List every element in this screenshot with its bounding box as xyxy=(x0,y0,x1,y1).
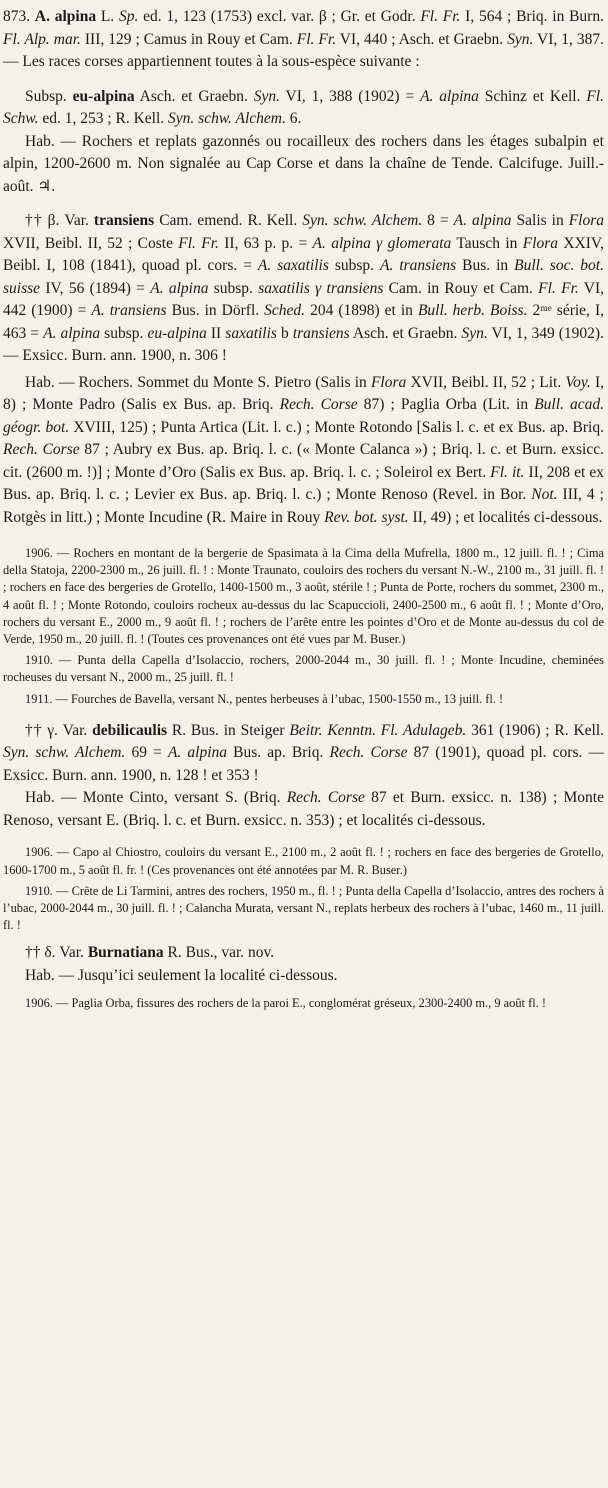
italic-citation: Beitr. Kenntn. Fl. Adulageb. xyxy=(289,721,467,739)
italic-citation: A. alpina γ glomerata xyxy=(312,234,452,252)
text-paragraph: Hab. — Jusqu’ici seulement la localité ci-dessous. xyxy=(25,966,338,984)
italic-citation: Bull. herb. Boiss. xyxy=(417,302,528,319)
italic-citation: A. alpina xyxy=(167,744,228,762)
italic-citation: Voy. xyxy=(565,373,591,391)
text-paragraph: 1910. — Crête de Li Tarmini, antres des rochers, 1950 m., fl. ! ; Punta della Capella d’Isolaccio, antres des rochers à l’ubac, 2000-2044 m., 30 juill. fl. ! ; Calancha Murata, versant N., replats herbeux des rochers à l’ubac, 1460 m., 11 juill. fl. ! xyxy=(3,883,604,933)
italic-citation: Flora xyxy=(568,212,604,229)
taxon-name: eu-alpina xyxy=(72,87,135,105)
text-paragraph: Hab. — Rochers. Sommet du Monte S. Pietro (Salis in Flora XVII, Beibl. II, 52 ; Lit. Voy. I, 8) ; Monte Padro (Salis ex Bus. ap. Briq. Rech. Corse 87) ; Paglia Orba (Lit. in Bull. acad. géogr. bot. XVIII, 125) ; Punta Artica (Lit. l. c.) ; Monte Rotondo [Salis l. c. et ex Bus. ap. Briq. Rech. Corse 87 ; Aubry ex Bus. ap. Briq. l. c. (« Monte Calanca ») ; Briq. l. c. et Burn. exsicc. cit. (2600 m. !)] ; Monte d’Oro (Salis ex Bus. ap. Briq. l. c. ; Soleirol ex Bert. Fl. it. II, 208 et ex Bus. ap. Briq. l. c. ; Levier ex Bus. ap. Briq. l. c.) ; Monte Renoso (Revel. in Bor. Not. III, 4 ; Rotgès in litt.) ; Monte Incudine (R. Maire in Rouy Rev. bot. syst. II, 49) ; et localités ci-dessous. xyxy=(3,373,605,526)
italic-citation: Rech. Corse xyxy=(3,441,80,458)
italic-citation: Rech. Corse xyxy=(329,744,408,762)
text-paragraph: †† β. Var. transiens Cam. emend. R. Kell. Syn. schw. Alchem. 8 = A. alpina Salis in Flora XVII, Beibl. II, 52 ; Coste Fl. Fr. II, 63 p. p. = A. alpina γ glomerata Tausch in Flora XXIV, Beibl. I, 108 (1841), quoad pl. cors. = A. saxatilis subsp. A. transiens Bus. in Bull. soc. bot. suisse IV, 56 (1894) = A. alpina subsp. saxatilis γ transiens Cam. in Rouy et Cam. Fl. Fr. VI, 442 (1900) = A. transiens Bus. in Dörfl. Sched. 204 (1898) et in Bull. herb. Boiss. 2ᵐᵉ série, I, 463 = A. alpina subsp. eu-alpina II saxatilis b transiens Asch. et Graebn. Syn. VI, 1, 349 (1902). — Exsicc. Burn. ann. 1900, n. 306 ! xyxy=(3,212,604,364)
italic-citation: Syn. xyxy=(461,324,488,342)
italic-citation: Fl. Schw. xyxy=(3,87,604,127)
italic-citation: Syn. schw. Alchem. xyxy=(168,110,286,127)
italic-citation: transiens xyxy=(292,324,350,342)
italic-citation: Sp. xyxy=(118,8,139,25)
italic-citation: A. saxatilis xyxy=(257,257,329,274)
text-paragraph: 1906. — Rochers en montant de la bergerie de Spasimata à la Cima della Mufrella, 1800 m., 12 juill. fl. ! ; Cima della Statoja, 2200-2300 m., 26 juill. fl. ! : Monte Traunato, couloirs des rochers du versant N.-W., 2100 m., 31 juill. fl. ! ; rochers en face des bergeries de Grotello, 1400-1500 m., 3 août, stérile ! ; Punta de Porte, rochers du sommet, 2300 m., 4 août fl. ! ; Monte Rotondo, couloirs rocheux au-dessus du lac Scapuccioli, 2400-2500 m., 6 août fl. ! ; Monte d’Oro, rochers du versant E., 2000 m., 9 août fl. ! ; rochers de l’arête entre les pointes d’Oro et de Monte au-dessus du col de Verde, 1950 m., 20 juill. fl. ! (Toutes ces provenances ont été vues par M. Buser.) xyxy=(3,546,604,647)
italic-citation: saxatilis xyxy=(225,324,277,342)
italic-citation: eu-alpina xyxy=(147,324,207,342)
italic-citation: Rech. Corse xyxy=(286,789,365,807)
text-paragraph: 1906. — Capo al Chiostro, couloirs du versant E., 2100 m., 2 août fl. ! ; rochers en face des bergeries de Grotello, 1600-1700 m., 5 août fl. fr. ! (Ces provenances ont été annotées par M. R. Buser.) xyxy=(3,845,604,877)
italic-citation: Fl. Fr. xyxy=(538,279,579,297)
text-paragraph: †† γ. Var. debilicaulis R. Bus. in Steiger Beitr. Kenntn. Fl. Adulageb. 361 (1906) ; R. Kell. Syn. schw. Alchem. 69 = A. alpina Bus. ap. Briq. Rech. Corse 87 (1901), quoad pl. cors. — Exsicc. Burn. ann. 1900, n. 128 ! et 353 ! xyxy=(3,721,605,784)
text-paragraph: 1910. — Punta della Capella d’Isolaccio, rochers, 2000-2044 m., 30 juill. fl. ! ; Monte Incudine, cheminées rocheuses du versant N., 2000 m., 25 juill. fl. ! xyxy=(3,653,604,685)
italic-citation: A. alpina xyxy=(420,87,479,105)
italic-citation: A. transiens xyxy=(91,302,167,319)
text-paragraph: †† δ. Var. Burnatiana R. Bus., var. nov. xyxy=(25,944,275,962)
italic-citation: saxatilis γ transiens xyxy=(258,279,384,297)
italic-citation: A. alpina xyxy=(453,212,512,229)
italic-citation: Fl. Fr. xyxy=(296,30,337,48)
taxon-name: debilicaulis xyxy=(92,721,168,739)
italic-citation: Sched. xyxy=(264,302,306,319)
italic-citation: Syn. schw. Alchem. xyxy=(3,744,126,762)
text-paragraph: Hab. — Monte Cinto, versant S. (Briq. Rech. Corse 87 et Burn. exsicc. n. 138) ; Monte Renoso, versant E. (Briq. l. c. et Burn. exsicc. n. 353) ; et localités ci-dessous. xyxy=(3,789,604,829)
italic-citation: Fl. Fr. xyxy=(420,8,461,25)
italic-citation: Rech. Corse xyxy=(279,396,358,413)
italic-citation: A. transiens xyxy=(380,257,457,274)
italic-citation: A. alpina xyxy=(150,279,209,297)
italic-citation: Bull. soc. bot. suisse xyxy=(3,257,604,297)
italic-citation: A. alpina xyxy=(43,324,101,342)
italic-citation: Syn. xyxy=(253,87,280,105)
italic-citation: Syn. xyxy=(507,30,534,48)
italic-citation: Flora xyxy=(370,373,407,391)
taxon-name: A. alpina xyxy=(34,8,97,25)
taxon-name: Burnatiana xyxy=(87,944,164,962)
italic-citation: Rev. bot. syst. xyxy=(324,508,409,526)
italic-citation: Syn. schw. Alchem. xyxy=(302,212,423,229)
italic-citation: Fl. Fr. xyxy=(178,234,219,252)
text-paragraph: 1906. — Paglia Orba, fissures des rochers de la paroi E., conglomérat gréseux, 2300-2400 m., 9 août fl. ! xyxy=(25,996,546,1011)
text-paragraph: 873. A. alpina L. Sp. ed. 1, 123 (1753) excl. var. β ; Gr. et Godr. Fl. Fr. I, 564 ; Briq. in Burn. Fl. Alp. mar. III, 129 ; Camus in Rouy et Cam. Fl. Fr. VI, 440 ; Asch. et Graebn. Syn. VI, 1, 387. — Les races corses appartiennent toutes à la sous-espèce suivante : xyxy=(3,8,605,70)
italic-citation: Fl. Alp. mar. xyxy=(3,30,81,48)
text-paragraph: Subsp. eu-alpina Asch. et Graebn. Syn. VI, 1, 388 (1902) = A. alpina Schinz et Kell. Fl. Schw. ed. 1, 253 ; R. Kell. Syn. schw. Alchem. 6. xyxy=(3,87,604,127)
text-paragraph: Hab. — Rochers et replats gazonnés ou rocailleux des rochers dans les étages subalpin et alpin, 1200-2600 m. Non signalée au Cap Corse et dans la chaîne de Tende. Calcifuge. Juill.-août. ♃. xyxy=(3,132,604,195)
italic-citation: Not. xyxy=(531,486,558,503)
italic-citation: Fl. it. xyxy=(490,463,525,481)
taxon-name: transiens xyxy=(93,212,155,229)
text-paragraph: 1911. — Fourches de Bavella, versant N., pentes herbeuses à l’ubac, 1500-1550 m., 13 juill. fl. ! xyxy=(25,691,504,706)
italic-citation: Flora xyxy=(522,234,559,252)
italic-citation: Bull. acad. géogr. bot. xyxy=(3,396,604,436)
